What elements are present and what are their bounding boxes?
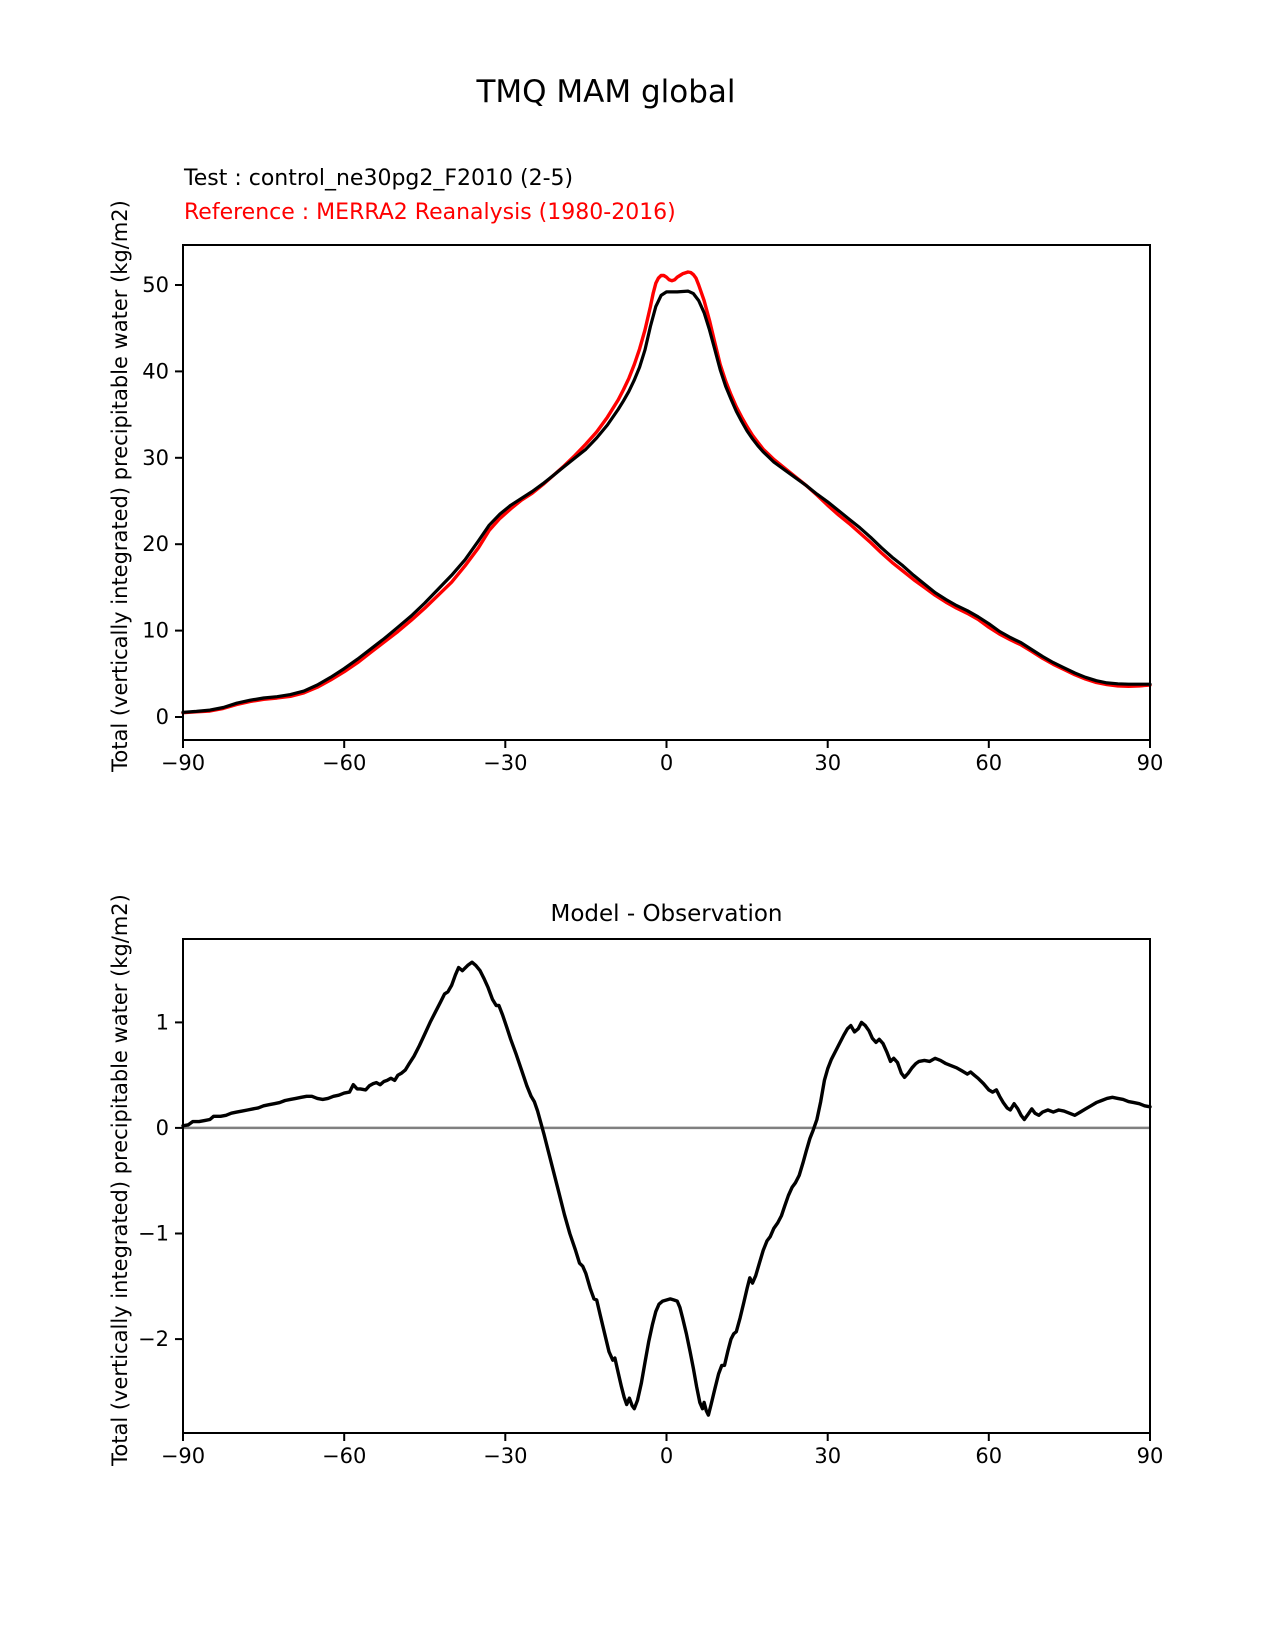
y-tick-label: 40 [142,359,169,384]
y-tick-label: 0 [155,1115,169,1140]
x-tick-label: 60 [975,751,1003,776]
x-tick-label: −90 [160,751,206,776]
legend-test-label: Test : control_ne30pg2_F2010 (2-5) [184,166,574,191]
x-tick-label: 30 [814,1444,842,1469]
y-tick-label: −1 [138,1221,169,1246]
x-tick-label: 90 [1136,1444,1164,1469]
y-tick-label: 50 [142,273,169,297]
y-tick-label: 10 [142,618,169,643]
main-plot-frame [183,245,1150,740]
y-tick-label: 0 [155,705,169,729]
legend [184,162,676,230]
x-tick-label: 0 [659,1444,674,1469]
model-minus-observation-curve [183,962,1150,1415]
y-tick-label: 20 [142,532,169,557]
difference-chart-title: Model - Observation [550,901,783,927]
x-tick-label: 30 [814,751,842,776]
difference-plot-frame [183,939,1150,1433]
x-tick-label: −30 [483,751,528,776]
top-chart-y-axis-label: Total (vertically integrated) precipitable water (kg/m2) [108,200,132,772]
x-tick-label: 60 [975,1444,1003,1469]
reference-curve [183,272,1150,713]
y-tick-label: 1 [155,1010,169,1035]
test-curve [183,291,1150,712]
y-tick-label: −2 [138,1327,169,1352]
y-tick-label: 30 [142,445,169,470]
legend-reference-label: Reference : MERRA2 Reanalysis (1980-2016) [184,200,676,225]
x-tick-label: −60 [322,751,367,776]
x-tick-label: 0 [659,751,674,776]
figure-title: TMQ MAM global [476,74,736,110]
x-tick-label: −30 [483,1444,528,1469]
x-tick-label: 90 [1136,751,1164,776]
x-tick-label: −60 [322,1444,367,1469]
difference-chart-y-axis-label: Total (vertically integrated) precipitable water (kg/m2) [108,894,132,1466]
x-tick-label: −90 [160,1444,206,1469]
